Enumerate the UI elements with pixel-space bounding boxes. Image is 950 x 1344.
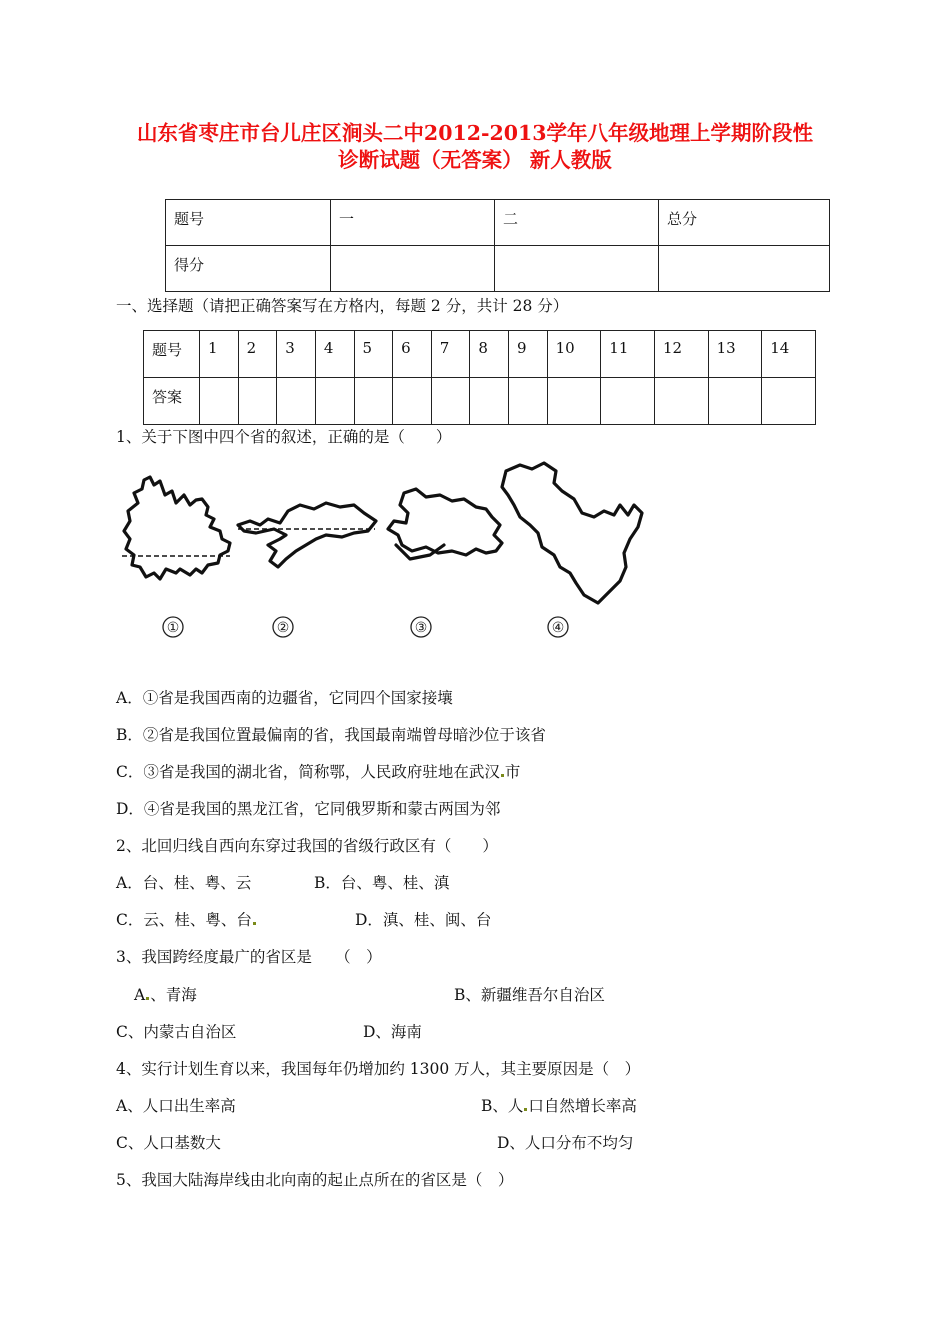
answer-cell[interactable] [547, 378, 601, 425]
answer-number-cell: 13 [708, 331, 762, 378]
province-outline-maps [110, 455, 655, 655]
score-cell[interactable] [659, 246, 830, 292]
answer-cell[interactable] [200, 378, 239, 425]
answer-number-cell: 2 [238, 331, 277, 378]
answer-cell[interactable] [238, 378, 277, 425]
q3-option-a [134, 985, 197, 1005]
answer-number-cell: 1 [200, 331, 239, 378]
q1-option-c-tail: 市 [504, 763, 521, 781]
score-cell[interactable] [495, 246, 659, 292]
answer-number-cell: 11 [601, 331, 655, 378]
q4-option-c: C、人口基数大 [116, 1134, 221, 1152]
page-title [90, 120, 860, 174]
score-header-cell: 总分 [659, 200, 830, 246]
map-label-4: ④ [551, 619, 565, 635]
score-table-header-row [166, 200, 830, 246]
ink-dot [253, 922, 256, 925]
q2-option-b: B．台、粤、桂、滇 [314, 874, 450, 892]
q3-option-c: C、内蒙古自治区 [116, 1023, 237, 1041]
answer-number-cell: 3 [277, 331, 316, 378]
answer-number-cell: 8 [470, 331, 509, 378]
answer-header-label: 题号 [144, 331, 200, 378]
q1-option-c-text: C．③省是我国的湖北省，简称鄂，人民政府驻地在武汉 [116, 763, 500, 781]
answer-cell[interactable] [470, 378, 509, 425]
section-1-heading: 一、选择题（请把正确答案写在方格内，每题 2 分，共计 28 分） [116, 297, 569, 315]
score-row-label: 得分 [166, 246, 331, 292]
score-header-cell: 题号 [166, 200, 331, 246]
q1-option-a: A．①省是我国西南的边疆省，它同四个国家接壤 [116, 689, 453, 707]
answer-cell[interactable] [431, 378, 470, 425]
ink-dot [501, 774, 504, 777]
title-line-1: 山东省枣庄市台儿庄区涧头二中2012-2013学年八年级地理上学期阶段性 [136, 121, 814, 145]
answer-cell[interactable] [509, 378, 548, 425]
q3-option-d: D、海南 [363, 1023, 422, 1041]
question-1-stem: 1、关于下图中四个省的叙述，正确的是（ ） [116, 428, 452, 446]
q2-option-c-text: C．云、桂、粤、台 [116, 911, 252, 929]
q4-option-a: A、人口出生率高 [116, 1097, 236, 1115]
answer-number-cell: 7 [431, 331, 470, 378]
question-4-stem: 4、实行计划生育以来，我国每年仍增加约 1300 万人，其主要原因是（ ） [116, 1060, 641, 1078]
answer-row-label: 答案 [144, 378, 200, 425]
q1-option-b: B．②省是我国位置最偏南的省，我国最南端曾母暗沙位于该省 [116, 726, 546, 744]
answer-cell[interactable] [277, 378, 316, 425]
map-label-2: ② [276, 619, 290, 635]
answer-table [143, 330, 816, 425]
score-header-cell: 二 [495, 200, 659, 246]
score-header-cell: 一 [331, 200, 495, 246]
q3-option-a-text: 、青海 [150, 986, 197, 1004]
answer-number-cell: 9 [509, 331, 548, 378]
title-line-2: 诊断试题（无答案） 新人教版 [338, 148, 612, 172]
map-label-3: ③ [414, 619, 428, 635]
q2-option-a: A．台、桂、粤、云 [116, 874, 252, 892]
q4-option-d: D、人口分布不均匀 [497, 1134, 634, 1152]
map-label-1: ① [166, 619, 180, 635]
province-map-3 [388, 489, 502, 559]
answer-cell[interactable] [654, 378, 708, 425]
answer-cell[interactable] [315, 378, 354, 425]
answer-cell[interactable] [708, 378, 762, 425]
ink-dot [524, 1108, 527, 1111]
q3-option-b: B、新疆维吾尔自治区 [454, 986, 605, 1004]
q2-option-d: D．滇、桂、闽、台 [355, 911, 492, 929]
answer-number-cell: 12 [654, 331, 708, 378]
answer-number-cell: 6 [393, 331, 432, 378]
q1-option-d: D．④省是我国的黑龙江省，它同俄罗斯和蒙古两国为邻 [116, 800, 501, 818]
answer-number-cell: 10 [547, 331, 601, 378]
answer-number-cell: 5 [354, 331, 393, 378]
answer-number-cell: 4 [315, 331, 354, 378]
answer-cell[interactable] [354, 378, 393, 425]
q1-option-c [116, 762, 520, 782]
question-3-stem: 3、我国跨经度最广的省区是 （ ） [116, 948, 382, 966]
province-map-2 [238, 503, 376, 567]
question-2-stem: 2、北回归线自西向东穿过我国的省级行政区有（ ） [116, 837, 498, 855]
score-table [165, 199, 830, 292]
question-5-stem: 5、我国大陆海岸线由北向南的起止点所在的省区是（ ） [116, 1171, 514, 1189]
score-table-value-row [166, 246, 830, 292]
q4-option-b [481, 1096, 637, 1116]
answer-cell[interactable] [601, 378, 655, 425]
province-map-1 [124, 477, 230, 579]
answer-table-answer-row [144, 378, 816, 425]
q2-option-c [116, 910, 257, 930]
q3-option-a-prefix: A [134, 986, 146, 1004]
score-cell[interactable] [331, 246, 495, 292]
answer-cell[interactable] [393, 378, 432, 425]
province-map-4 [502, 463, 642, 603]
ink-dot [146, 997, 149, 1000]
answer-number-cell: 14 [762, 331, 816, 378]
q4-option-b-text: 口自然增长率高 [528, 1097, 637, 1115]
answer-table-number-row [144, 331, 816, 378]
answer-cell[interactable] [762, 378, 816, 425]
q4-option-b-prefix: B、人 [481, 1097, 524, 1115]
